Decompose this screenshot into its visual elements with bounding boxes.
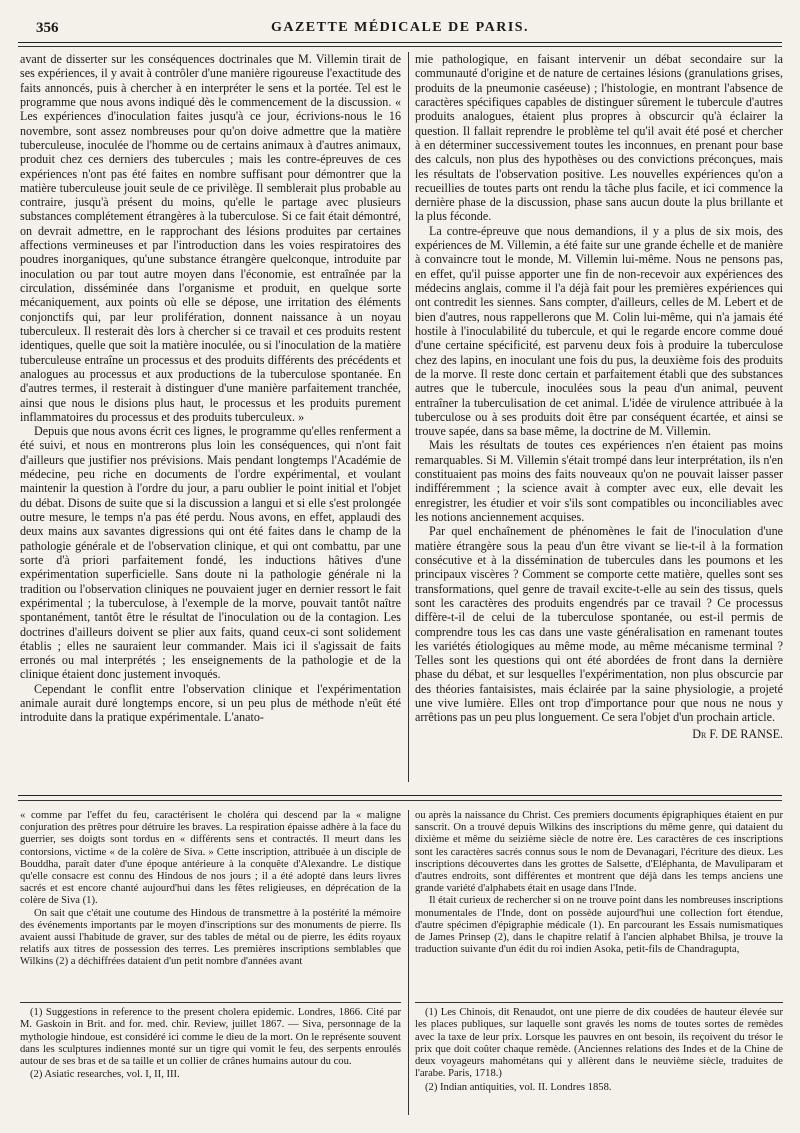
column-divider bbox=[408, 810, 409, 1115]
author-signature: Dr F. DE RANSE. bbox=[692, 726, 783, 741]
paragraph: Depuis que nous avons écrit ces lignes, le programme qu'elles renferment a été suivi, et nous en montrerons plus loin les conséquences, qui n'ont fait d'ailleurs que justifier nos prévisions. Mais pendant longtemps l'Académie de médecine, peu riche en documents de l'ordre expérimental, et voulant maintenir la question à l'ordre du jour, a paru oublier le point initial et l'objet du débat. Disons de suite que si la discussion a langui et si elle s'est prolongée outre mesure, le temps n'a pas été perdu. Nous avons, en effet, applaudi des deux mains aux savantes digressions qui ont été faites dans le champ de la pathologie générale et de l'observation clinique, et qui ont combattu, par une sorte d'à priori parfaitement fondé, les inductions hâtives d'une expérimentation superficielle. Sans doute ni la pathologie générale ni la tradition ou l'observation cliniques ne pouvaient juger en dernier ressort le fait expérimental ; la tuberculose, à l'exemple de la morve, pouvait tantôt naître spontanément, tantôt être le résultat de l'inoculation ou de la contagion. Les doctrines d'ailleurs doivent se plier aux faits, quand ceux-ci sont solidement établis ; elles ne sauraient leur commander. Mais ici il s'agissait de faits erronés ou mal interprétés ; les enseignements de la pathologie et de la clinique étaient donc justement invoqués. bbox=[20, 424, 401, 682]
footnote: (2) Asiatic researches, vol. I, II, III. bbox=[30, 1069, 180, 1081]
article-left-column bbox=[20, 52, 401, 782]
paragraph: La contre-épreuve que nous demandions, il y a plus de six mois, des expériences de M. Villemin, a été faite sur une grande échelle et de manière à convaincre tout le monde, M. Villemin lui-même. Nous ne pensons pas, en effet, qu'il puisse apporter une fin de non-recevoir aux expériences des médecins anglais, comme il l'a déjà fait pour les premières expériences qui ont contredit les siennes. Sans compter, d'ailleurs, celles de M. Lebert et de bien d'autres, nous rappellerons que M. Colin lui-même, qui n'a jamais été hostile à l'inoculabilité du tubercule, et qui le regarde encore comme doué d'une certaine spécificité, est parvenu deux fois à produire la tuberculose chez des lapins, en inoculant une fois du pus, la deuxième fois des produits de la morve. Il reste donc certain et parfaitement établi que des substances autres que le tubercule, inoculées sous la peau d'un animal, peuvent entraîner la tuberculisation de cet animal. L'idée de virulence attribuée à la tuberculose ou à ses produits doit être par conséquent écartée, et ainsi se trouve sapée, dans sa base même, la doctrine de M. Villemin. bbox=[415, 223, 783, 439]
footnote: (1) Les Chinois, dit Renaudot, ont une pierre de dix coudées de hauteur élevée sur les places publiques, sur laquelle sont gravés les noms de toutes sortes de remèdes avec la taxe de leur prix. Lorsque les pauvres en ont besoin, ils reçoivent du trésor le prix que doit coûter chaque remède. (Anciennes relations des Indes et de la Chine de deux voyageurs mahométans qui y allèrent dans le neuvième siècle, traduites de l'arabe. Paris, 1718.) bbox=[415, 1007, 783, 1080]
paragraph: On sait que c'était une coutume des Hindous de transmettre à la postérité la mémoire des événements importants par le moyen d'inscriptions sur des monuments de pierre. Ils avaient aussi l'habitude de graver, sur des tables de métal ou de pierre, les édits royaux relatifs aux titres de possession des terres. Les premières inscriptions semblables que Wilkins (2) a déchiffrées dataient d'un petit nombre d'années avant bbox=[20, 907, 401, 968]
footnotes-right bbox=[415, 1007, 783, 1129]
header-rule bbox=[18, 42, 782, 43]
paragraph: mie pathologique, en faisant intervenir un débat secondaire sur la communauté d'origine et de nature de certaines lésions (granulations grises, produits de la pneumonie caséeuse) ; l'histologie, en montrant l'absence de caractères spécifiques capables de distinguer sûrement le tubercule d'autres produits analogues, étaient plus propres à obscurcir qu'à éclairer la question. Il fallait reprendre le problème tel qu'il avait été posé et chercher à en déterminer successivement toutes les inconnues, en prenant pour base des calculs, non plus des hypothèses ou des convictions préconçues, mais les résultats de l'observation positive. Les nouvelles expériences qu'on a recueillies de toutes parts ont rendu la tâche plus facile, et ici commence la dernière phase de la discussion, phase sans aucun doute la plus brillante et la plus féconde. bbox=[415, 52, 783, 224]
paragraph: « comme par l'effet du feu, caractérisent le choléra qui descend par la « maligne conjuration des prêtres pour détruire les braves. La respiration épaisse adhère à la face du guerrier, ses doigts sont tordus en « différents sens et contractés. Il meurt dans les contorsions, victime « de la colère de Siva. » Cette inscription, attribuée à un disciple de Bouddha, paraît dater d'une époque antérieure à la conquête d'Alexandre. Le distique qu'elle consacre est connu des Hindous de nos jours ; il a été adopté dans leurs livres sacrés et est encore chanté aujourd'hui dans les fêtes religieuses, en déprécation de la colère de Siva (1). bbox=[20, 810, 401, 907]
feuilleton-rule-thin bbox=[18, 800, 782, 801]
footnote: (2) Indian antiquities, vol. II. Londres 1858. bbox=[425, 1081, 612, 1093]
feuilleton-right-column bbox=[415, 810, 783, 1000]
article-right-column bbox=[415, 52, 783, 782]
page-number: 356 bbox=[36, 20, 59, 36]
paragraph: ou après la naissance du Christ. Ces premiers documents épigraphiques étaient en pur sanscrit. On a trouvé depuis Wilkins des inscriptions du même genre, qui dataient du dixième et même du seizième siècle de notre ère. Les caractères de ces inscriptions sont les caractères sacrés connus sous le nom de Devanagari, l'écriture des dieux. Les inscriptions découvertes dans les grottes de Salsette, d'Eléphanta, de Mavuliparam et d'autres endroits, sont différentes et montrent que déjà dans les temps anciens une grande variété d'alphabets était en usage dans l'Inde. bbox=[415, 810, 783, 895]
footnote: (1) Suggestions in reference to the present cholera epidemic. Londres, 1866. Cité par M. Gaskoin in Brit. and for. med. chir. Review, juillet 1867. — Siva, personnage de la mythologie hindoue, est considéré ici comme le dieu de la mort. On le représente souvent dans les sculptures indiennes monté sur un tigre qui vomit le feu, des serpents enroulés autour de ses bras et de sa taille et un collier de crânes humains autour du cou. bbox=[20, 1007, 401, 1068]
paragraph: Cependant le conflit entre l'observation clinique et l'expérimentation animale aurait duré longtemps encore, si un peu plus de méthode n'eût été introduite dans la pratique expérimentale. L'anato- bbox=[20, 681, 401, 725]
footnote-rule bbox=[415, 1002, 783, 1003]
column-divider bbox=[408, 52, 409, 782]
paragraph: avant de disserter sur les conséquences doctrinales que M. Villemin tirait de ses expériences, il y avait à contrôler d'une manière rigoureuse l'exactitude des faits annoncés, puis à chercher à en interpréter le sens et la portée. Tel est le programme que nous avons indiqué dès le commencement de la discussion. « Les expériences d'inoculation faites jusqu'à ce jour, écrivions-nous le 16 novembre, sont assez nombreuses pour qu'on doive admettre que la matière tuberculeuse, inoculée de l'homme ou de certains animaux à d'autres animaux, produit chez ces derniers des tubercules ; mais les contre-épreuves de ces expériences n'ont pas été faites en nombre suffisant pour démontrer que la matière tuberculeuse jouit seule de ce privilège. Il semblerait plus probable au contraire, jusqu'à présent du moins, qu'elle le partage avec plusieurs substances complétement étrangères à la tuberculose. Si ce fait était démontré, on devrait admettre, en le rapprochant des lésions produites par certaines affections vermineuses et par l'introduction dans les voies respiratoires des poudres inorganiques, qu'une substance étrangère quelconque, introduite par inoculation ou par tout autre moyen dans l'économie, est entraînée par la circulation, disséminée dans l'organisme et produit, en quelque sorte mécaniquement, aux points où elle se dépose, une irritation des éléments conjonctifs qui, par leur prolifération, donnent naissance à un noyau tuberculeux. Il resterait dès lors à chercher si ce travail et ces produits restent identiques, quelle que soit la matière inoculée, ou si l'inoculation de la matière tuberculeuse entraîne un processus et des produits différents des précédents et analogues au processus et aux productions de la tuberculose spontanée. En d'autres termes, il resterait à distinguer d'une manière parfaitement tranchée, ainsi que nous le disions plus haut, le processus et les produits purement inflammatoires du processus et des produits tuberculeux. » bbox=[20, 52, 401, 424]
paragraph: Il était curieux de rechercher si on ne trouve point dans les nombreuses inscriptions monumentales de l'Inde, dont on possède aujourd'hui une collection fort étendue, d'autre spécimen d'épigraphie médicale (1). En parcourant les Essais numismatiques de James Prinsep (2), dans le chapitre relatif à l'ancien alphabet Bhilsa, je trouve la traduction suivante d'un édit du roi indien Asoka, petit-fils de Chandragupta, bbox=[415, 895, 783, 956]
header-rule-thin bbox=[18, 46, 782, 47]
paragraph: Par quel enchaînement de phénomènes le fait de l'inoculation d'une matière étrangère sous la peau d'un être vivant se lie-t-il à la formation consécutive et à la dissémination de tubercules dans les poumons et les principaux viscères ? Comment se comporte cette matière, quelles sont ses transformations, quel genre de travail excite-t-elle au sein des tissus, quels sont les caractères des produits engendrés par ce travail ? Ce processus diffère-t-il de celui de la tuberculose spontanée, ou est-il permis de comprendre tous les cas dans une vaste généralisation en ramenant toutes les variétés étiologiques au même mode, au même mécanisme terminal ? Telles sont les questions qui ont été abordées de front dans la dernière phase du débat, et sur lesquelles l'expérimentation, non plus obscurcie par des théories fantaisistes, mais éclairée par la saine physiologie, a projeté une vive lumière. Elles ont trop d'importance pour que nous ne nous y arrêtions pas un peu plus longuement. Ce sera l'objet d'un prochain article. bbox=[415, 524, 783, 725]
feuilleton-left-column bbox=[20, 810, 401, 1000]
journal-title: GAZETTE MÉDICALE DE PARIS. bbox=[270, 20, 530, 35]
paragraph: Mais les résultats de toutes ces expériences n'en étaient pas moins remarquables. Si M. Villemin s'était trompé dans leur interprétation, ils n'en constituaient pas moins des faits nouveaux qu'on ne pouvait laisser passer indifféremment ; la science avait à compter avec eux, elle devait les enregistrer, les étudier et voir s'ils sont compatibles ou inconciliables avec les notions anciennement acquises. bbox=[415, 438, 783, 524]
footnotes-left bbox=[20, 1007, 401, 1129]
footnote-rule bbox=[20, 1002, 401, 1003]
feuilleton-rule bbox=[18, 795, 782, 796]
